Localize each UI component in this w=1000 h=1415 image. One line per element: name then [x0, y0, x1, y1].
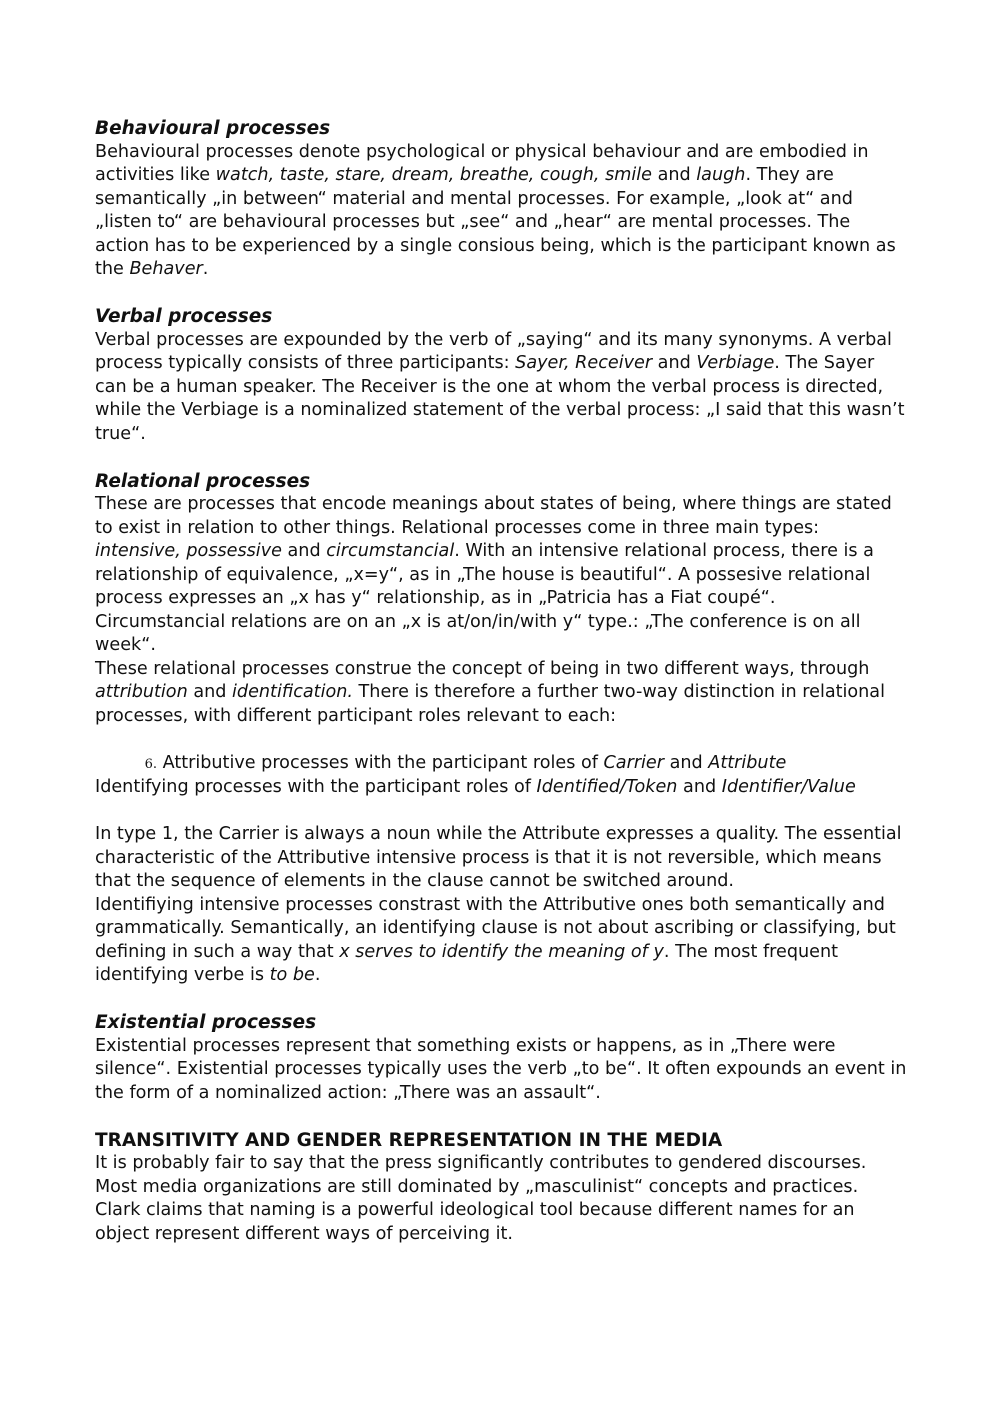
text-run: and	[652, 353, 697, 373]
text-run: Behavioural processes denote psychological or physical behaviour and are embodied in activities like	[95, 141, 869, 185]
text-run: and	[281, 541, 327, 561]
heading-relational: Relational processes	[95, 470, 311, 492]
italic-run: Sayer, Receiver	[515, 353, 653, 373]
text-run: and	[664, 752, 709, 773]
text-run: There is therefore a further two-way distinction in relational processes, with different participant roles relevant to each:	[95, 682, 885, 726]
italic-run: laugh	[696, 165, 746, 185]
text-run: . The Sayer can be a human speaker. The Receiver is the one at whom the verbal process is directed, while the Verbiage is a nominalized statement of the verbal process: „I said that this wasn’t true“.	[95, 353, 905, 444]
paragraph-relational-1	[95, 493, 907, 658]
italic-run: intensive, possessive	[95, 541, 282, 561]
paragraph-behavioural	[95, 141, 907, 282]
text-run: Identifiying intensive processes constrast with the Attributive ones both semantically and grammatically. Semantically, an identifying clause is not about ascribing or classifying, but defining in such a way that	[95, 894, 896, 962]
text-run: . With an intensive relational process, there is a relationship of equivalence, „x=y“, as in „The house is beautiful“. A possesive relational process expresses an „x has y“ relationship, as in „Patricia has a Fiat coupé“. Circumstancial relations are on an „x is at/on/in/with y“ type.: „The conference is on all week“.	[95, 541, 874, 655]
italic-run: identification.	[232, 682, 353, 702]
italic-run: Verbiage	[696, 353, 775, 373]
italic-run: Identified/Token	[536, 777, 678, 797]
text-run: .	[314, 965, 321, 985]
text-run: Attributive processes with the participant roles of	[157, 752, 604, 773]
paragraph-existential: Existential processes represent that something exists or happens, as in „There were silence“. Existential processes typically uses the verb „to be“. It often expounds an event in the form of a nominalized action: „There was an assault“.	[95, 1035, 907, 1103]
italic-run: Carrier	[603, 752, 664, 773]
italic-run: watch, taste, stare, dream, breathe, cough, smile	[215, 165, 652, 185]
text-run: . They are semantically „in between“ material and mental processes. For example, „look at“ and „listen to“ are behavioural processes but „see“ and „hear“ are mental processes. The action has to be experienced by a single consious being, which is the participant known as the	[95, 165, 896, 279]
text-run: . The most frequent identifying verbe is	[95, 941, 839, 985]
italic-run: Behaver	[129, 259, 203, 279]
paragraph-verbal	[95, 329, 907, 447]
heading-behavioural: Behavioural processes	[95, 118, 331, 139]
heading-existential: Existential processes	[95, 1012, 317, 1033]
italic-run: to be	[269, 965, 315, 985]
text-run: .	[202, 259, 209, 279]
text-run: and	[677, 777, 722, 797]
list-item	[95, 752, 907, 800]
italic-run: attribution	[95, 682, 188, 702]
italic-run: Identifier/Value	[721, 777, 856, 797]
text-run: and	[187, 682, 233, 702]
italic-run: x serves to identify the meaning of y	[339, 941, 664, 962]
text-run: Verbal processes are expounded by the verb of „saying“ and its many synonyms. A verbal process typically consists of three participants:	[95, 329, 892, 373]
text-run: These relational processes construe the concept of being in two different ways, through	[95, 658, 870, 679]
paragraph-relational-2	[95, 658, 907, 729]
italic-run: circumstancial	[326, 541, 455, 561]
heading-transitivity: TRANSITIVITY AND GENDER REPRESENTATION IN THE MEDIA	[95, 1129, 723, 1151]
text-run: Identifying processes with the participant roles of	[95, 777, 537, 797]
paragraph-relational-4	[95, 894, 907, 988]
italic-run: Attribute	[708, 752, 787, 773]
text-run: These are processes that encode meanings about states of being, where things are stated to exist in relation to other things. Relational processes come in three main types:	[95, 494, 892, 538]
paragraph-relational-3: In type 1, the Carrier is always a noun while the Attribute expresses a quality. The essential characteristic of the Attributive intensive process is that it is not reversible, which means that the sequence of elements in the clause cannot be switched around.	[95, 824, 902, 891]
text-run: and	[652, 165, 697, 185]
heading-verbal: Verbal processes	[95, 306, 273, 327]
list-marker: 6.	[144, 756, 157, 772]
document-page	[95, 117, 907, 1246]
paragraph-transitivity: It is probably fair to say that the press significantly contributes to gendered discourses. Most media organizations are still dominated by „masculinist“ concepts and practices. Clark claims that naming is a powerful ideological tool because different names for an object represent different ways of perceiving it.	[95, 1153, 867, 1244]
